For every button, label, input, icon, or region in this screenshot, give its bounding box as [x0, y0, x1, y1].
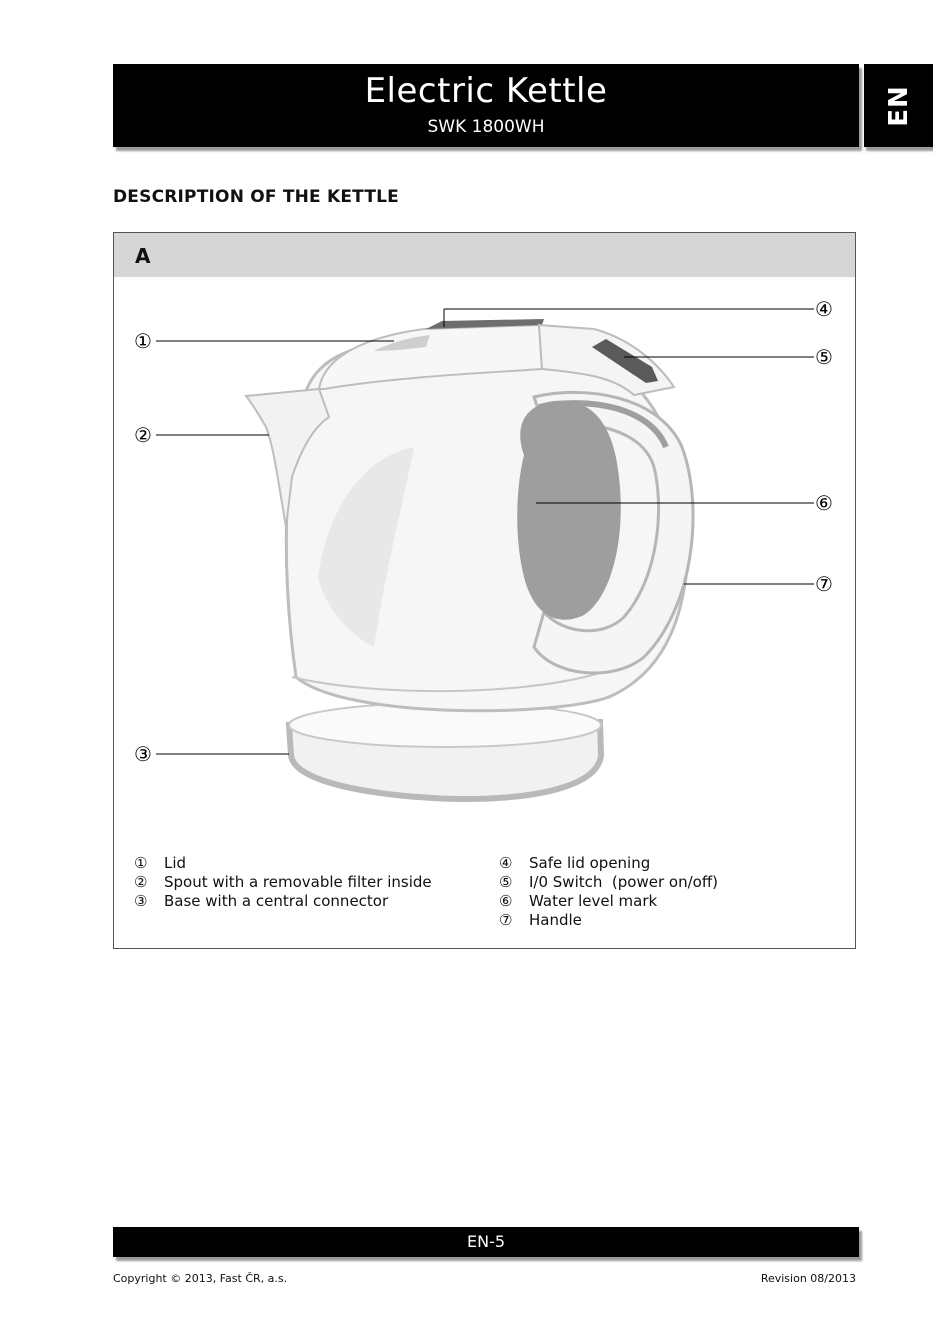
callout-5: ⑤: [815, 345, 833, 369]
page-number-bar: [113, 1227, 859, 1257]
water-window-shape: [517, 401, 621, 620]
language-tab: [864, 64, 933, 147]
revision-text: Revision 08/2013: [760, 1272, 856, 1285]
legend-item: [499, 911, 718, 930]
legend-text: I/0 Switch (power on/off): [529, 873, 719, 891]
language-code: EN: [883, 84, 914, 127]
callout-6: ⑥: [815, 491, 833, 515]
legend-left: [134, 854, 432, 911]
legend-item: [499, 854, 718, 873]
callout-7: ⑦: [815, 572, 833, 596]
kettle-illustration: [246, 319, 693, 799]
legend-number: ③: [134, 892, 148, 910]
legend-text: Base with a central connector: [164, 892, 389, 910]
legend-text: Safe lid opening: [529, 854, 651, 872]
legend-number: ⑥: [499, 892, 513, 910]
legend-text: Handle: [529, 911, 582, 929]
document-header: [113, 64, 859, 147]
legend-item: [134, 873, 432, 892]
legend-number: ②: [134, 873, 148, 891]
legend-right: [499, 854, 718, 930]
figure-header: [114, 233, 855, 277]
copyright-text: Copyright © 2013, Fast ČR, a.s.: [113, 1272, 288, 1285]
callout-4: ④: [815, 297, 833, 321]
legend-number: ①: [134, 854, 148, 872]
legend-number: ⑦: [499, 911, 513, 929]
legend-text: Water level mark: [529, 892, 658, 910]
page-number: EN-5: [466, 1232, 506, 1251]
legend-number: ④: [499, 854, 513, 872]
legend-text: Spout with a removable filter inside: [164, 873, 432, 891]
callout-1: ①: [134, 329, 152, 353]
legend-text: Lid: [164, 854, 187, 872]
figure-label: A: [135, 244, 151, 268]
figure-box: [113, 232, 856, 949]
legend-number: ⑤: [499, 873, 513, 891]
legend-item: [134, 854, 432, 873]
document-title: Electric Kettle: [364, 71, 608, 111]
callout-3: ③: [134, 742, 152, 766]
legend-item: [499, 873, 718, 892]
section-heading: DESCRIPTION OF THE KETTLE: [113, 187, 399, 207]
model-number: SWK 1800WH: [427, 117, 545, 137]
kettle-diagram: [114, 277, 855, 837]
callout-2: ②: [134, 423, 152, 447]
legend-item: [499, 892, 718, 911]
legend-item: [134, 892, 432, 911]
